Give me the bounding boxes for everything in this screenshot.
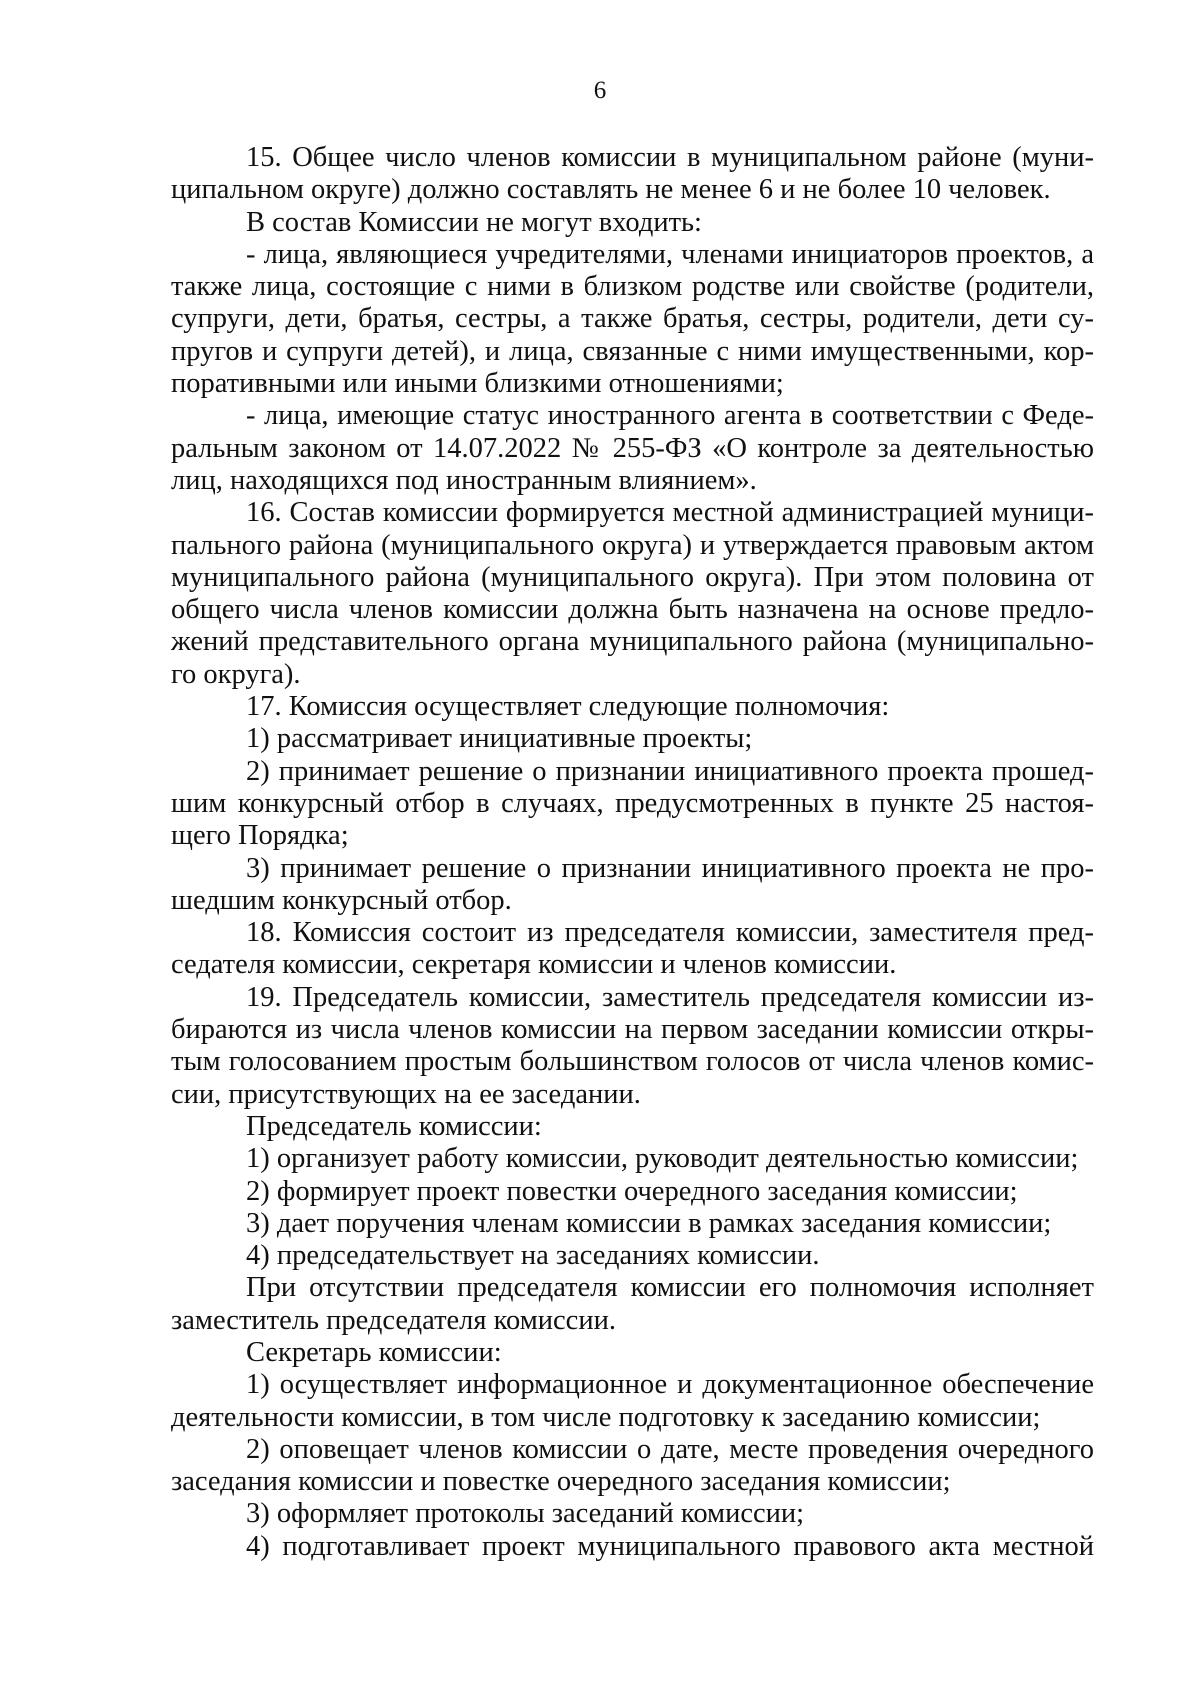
list-item-secretary-3: 3) оформляет протоколы заседаний комиссии; [246, 1498, 805, 1530]
paragraph-exclusion-foreign-agents: - лица, имеющие статус иностранного агента в соответствии с Федеральным законом от 14.07.2022 № 255-ФЗ «О контроле за деятельностью лиц, находящихся под иностранным влиянием». [171, 400, 1094, 496]
list-item-chair-1: 1) организует работу комиссии, руководит деятельностью комиссии; [246, 1143, 1079, 1175]
list-item-power-3: 3) принимает решение о признании инициативного проекта не прошедшим конкурсный отбор. [171, 852, 1094, 916]
paragraph-15-total-members: 15. Общее число членов комиссии в муниципальном районе (муниципальном округе) должно составлять не менее 6 и не более 10 человек. [171, 142, 1094, 206]
list-item-secretary-1: 1) осуществляет информационное и документационное обеспечение деятельности комиссии, в том числе подготовку к заседанию комиссии; [171, 1369, 1094, 1433]
page-number: 6 [593, 77, 607, 104]
list-item-power-1: 1) рассматривает инициативные проекты; [246, 723, 753, 755]
paragraph-secretary-intro: Секретарь комиссии: [246, 1336, 502, 1368]
list-item-secretary-4: 4) подготавливает проект муниципального правового акта местной [246, 1530, 1094, 1562]
paragraph-exclusion-founders: - лица, являющиеся учредителями, членами инициаторов проектов, а также лица, состоящие с ними в близком родстве или свойстве (родители, супруги, дети, братья, сестры, а также братья, сестры, родители, дети супругов и супруги детей), и лица, связанные с ними имущественными, корпоративными или иными близкими отношениями; [171, 238, 1094, 400]
paragraph-chair-absence: При отсутствии председателя комиссии его полномочия исполняет заместитель председателя комиссии. [171, 1272, 1094, 1336]
list-item-power-2: 2) принимает решение о признании инициативного проекта прошедшим конкурсный отбор в случаях, предусмотренных в пункте 25 настоящего Порядка; [171, 755, 1094, 852]
paragraph-19-election: 19. Председатель комиссии, заместитель председателя комиссии избираются из числа членов комиссии на первом заседании комиссии открытым голосованием простым большинством голосов от числа членов комиссии, присутствующих на ее заседании. [171, 981, 1094, 1110]
paragraph-16-composition: 16. Состав комиссии формируется местной администрацией муниципального района (муниципального округа) и утверждается правовым актом муниципального района (муниципального округа). При этом половина от общего числа членов комиссии должна быть назначена на основе предложений представительного органа муниципального района (муниципального округа). [171, 497, 1094, 690]
list-item-chair-3: 3) дает поручения членам комиссии в рамках заседания комиссии; [246, 1207, 1052, 1239]
list-item-chair-2: 2) формирует проект повестки очередного заседания комиссии; [246, 1175, 1018, 1207]
list-item-chair-4: 4) председательствует на заседаниях комиссии. [246, 1240, 820, 1272]
paragraph-17-powers-intro: 17. Комиссия осуществляет следующие полномочия: [246, 691, 890, 723]
paragraph-chair-intro: Председатель комиссии: [246, 1110, 542, 1142]
document-body [171, 142, 1094, 1563]
paragraph-18-structure: 18. Комиссия состоит из председателя комиссии, заместителя председателя комиссии, секретаря комиссии и членов комиссии. [171, 917, 1094, 981]
paragraph-exclusions-intro: В состав Комиссии не могут входить: [246, 206, 702, 238]
list-item-secretary-2: 2) оповещает членов комиссии о дате, месте проведения очередного заседания комиссии и повестке очередного заседания комиссии; [171, 1433, 1094, 1498]
